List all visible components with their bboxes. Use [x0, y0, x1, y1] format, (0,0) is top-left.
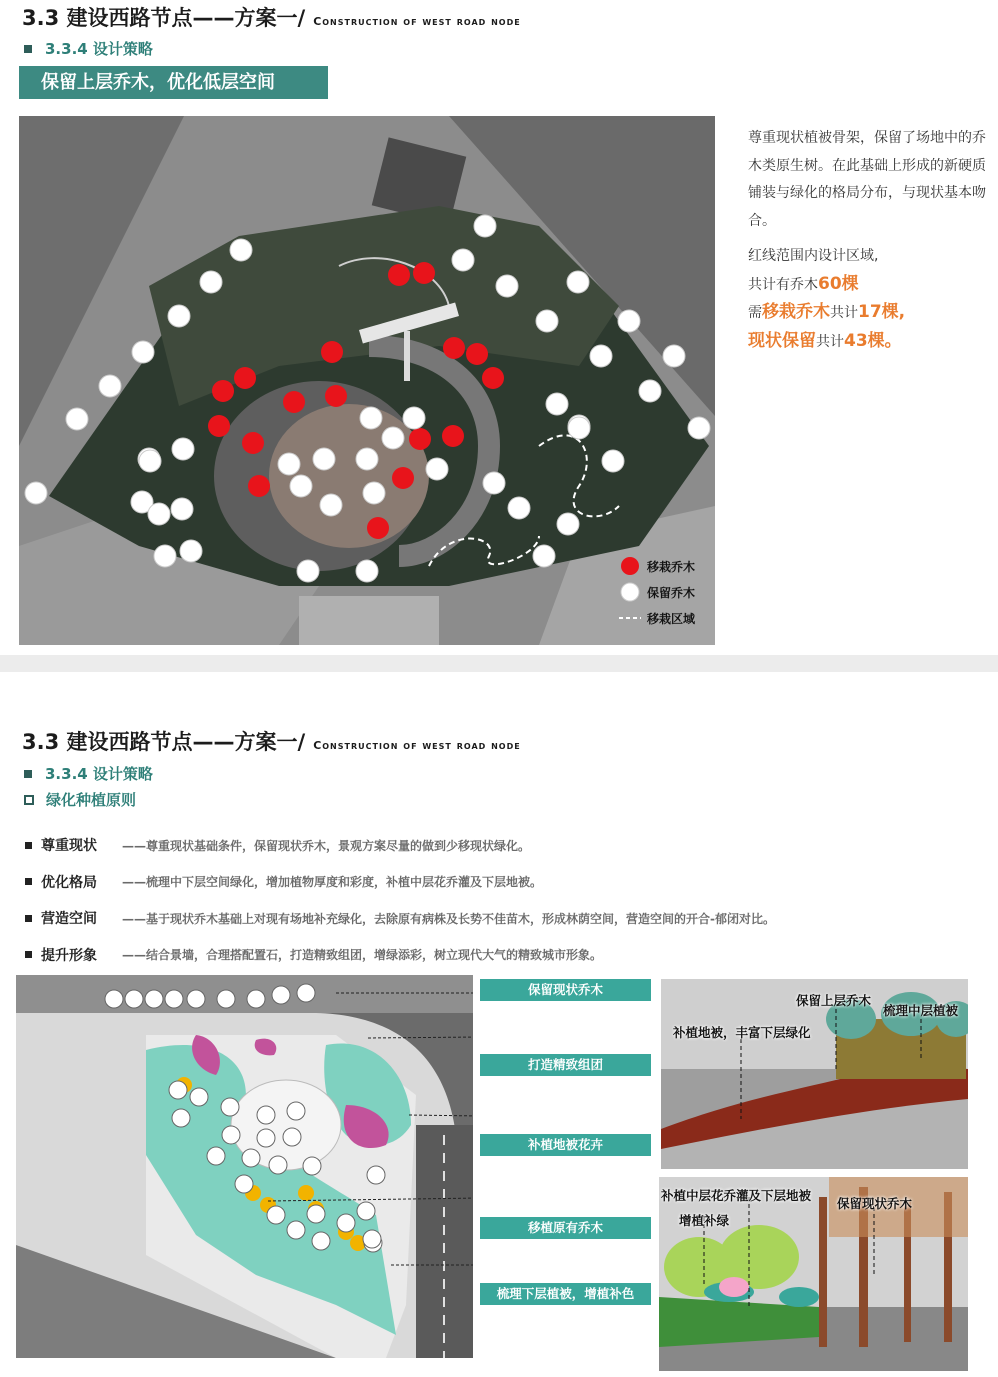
kept-tree-marker — [557, 513, 579, 535]
strategy-banner: 保留上层乔木，优化低层空间 — [19, 66, 328, 99]
kept-tree-marker — [452, 249, 474, 271]
stats-prefix: 共计有乔木 — [748, 276, 818, 293]
kept-tree-marker — [357, 1202, 375, 1220]
principle-row — [25, 937, 985, 974]
callout-move-trees: 移植原有乔木 — [480, 1217, 651, 1239]
kept-tree-marker — [287, 1102, 305, 1120]
planting-plan — [16, 975, 473, 1358]
kept-tree-marker — [536, 310, 558, 332]
title-en: Construction of west road node — [313, 15, 521, 28]
moved-tree-marker — [321, 341, 343, 363]
page-1 — [0, 0, 998, 655]
moved-tree-marker — [283, 391, 305, 413]
kept-tree-marker — [639, 380, 661, 402]
kept-tree-marker — [283, 1128, 301, 1146]
callout-understory: 梳理下层植被，增植补色 — [480, 1283, 651, 1305]
kept-tree-marker — [474, 215, 496, 237]
moved-tree-marker — [367, 517, 389, 539]
principle-value: ——梳理中下层空间绿化，增加植物厚度和彩度，补植中层花乔灌及下层地被。 — [122, 875, 543, 890]
page-2 — [0, 672, 998, 1377]
strategy-description — [748, 125, 988, 356]
kept-tree-marker — [169, 1081, 187, 1099]
keep-label: 现状保留 — [748, 330, 816, 351]
kept-tree-marker — [590, 345, 612, 367]
principle-key: 提升形象 — [41, 947, 97, 964]
bullet-outline-icon — [24, 795, 34, 805]
kept-tree-marker — [247, 990, 265, 1008]
principle-key: 营造空间 — [41, 911, 97, 928]
kept-tree-marker — [688, 417, 710, 439]
label-keep-existing: 保留现状乔木 — [837, 1196, 913, 1211]
stats-prefix-2: 需 — [748, 305, 762, 321]
moved-tree-marker — [325, 385, 347, 407]
kept-tree-marker — [360, 407, 382, 429]
kept-tree-marker — [382, 427, 404, 449]
label-comb-mid: 梳理中层植被 — [883, 1003, 959, 1018]
kept-tree-marker — [426, 458, 448, 480]
principle-value: ——结合景墙，合理搭配置石，打造精致组团，增绿添彩，树立现代大气的精致城市形象。 — [122, 948, 603, 963]
kept-tree-marker — [257, 1129, 275, 1147]
moved-tree-marker — [392, 467, 414, 489]
kept-tree-marker — [25, 482, 47, 504]
kept-tree-marker — [180, 540, 202, 562]
stats-line-4 — [748, 328, 988, 357]
principles-list — [25, 827, 985, 973]
stats-line-3 — [748, 299, 988, 328]
principle-row — [25, 900, 985, 937]
kept-tree-marker — [235, 1175, 253, 1193]
kept-tree-marker — [602, 450, 624, 472]
kept-tree-marker — [297, 984, 315, 1002]
legend-move-tree: 移栽乔木 — [647, 560, 696, 574]
photo-lower-strategy — [659, 1177, 968, 1371]
kept-tree-marker — [105, 990, 123, 1008]
label-add-green: 增植补绿 — [679, 1213, 730, 1228]
kept-tree-marker — [403, 407, 425, 429]
kept-tree-marker — [269, 1156, 287, 1174]
kept-tree-marker — [207, 1147, 225, 1165]
label-keep-upper: 保留上层乔木 — [796, 993, 872, 1008]
kept-tree-marker — [66, 408, 88, 430]
moved-tree-marker — [442, 425, 464, 447]
description-text: 尊重现状植被骨架，保留了场地中的乔木类原生树。在此基础上形成的新硬质铺装与绿化的格局分布，与现状基本吻合。 — [748, 130, 986, 229]
kept-tree-marker — [546, 393, 568, 415]
kept-tree-marker — [303, 1157, 321, 1175]
moved-tree-marker — [409, 428, 431, 450]
kept-tree-marker — [278, 453, 300, 475]
kept-tree-marker — [230, 239, 252, 261]
kept-tree-marker — [337, 1214, 355, 1232]
kept-tree-marker — [139, 450, 161, 472]
kept-tree-marker — [508, 497, 530, 519]
page-divider — [0, 655, 998, 672]
stats-line-1: 红线范围内设计区域, — [748, 248, 879, 264]
kept-tree-marker — [200, 271, 222, 293]
stats-line-2 — [748, 271, 988, 300]
kept-tree-marker — [267, 1206, 285, 1224]
principle-row — [25, 827, 985, 864]
kept-tree-marker — [496, 275, 518, 297]
bullet-square-icon — [25, 951, 32, 958]
moved-tree-marker — [482, 367, 504, 389]
kept-tree-marker — [483, 472, 505, 494]
kept-tree-marker — [172, 1109, 190, 1127]
page-title — [22, 2, 521, 32]
kept-tree-marker — [533, 545, 555, 567]
kept-tree-marker — [132, 341, 154, 363]
move-count: 17棵, — [858, 302, 906, 322]
moved-tree-marker — [248, 475, 270, 497]
title-en-2: Construction of west road node — [313, 739, 521, 752]
stats-mid-2: 共计 — [816, 333, 844, 350]
moved-tree-marker — [208, 415, 230, 437]
principle-key: 优化格局 — [41, 874, 97, 891]
photo-upper-strategy — [661, 979, 968, 1169]
kept-tree-marker — [272, 986, 290, 1004]
moved-tree-marker — [298, 1185, 314, 1201]
kept-tree-marker — [257, 1106, 275, 1124]
bullet-square-icon — [25, 878, 32, 885]
kept-tree-marker — [222, 1126, 240, 1144]
callout-keep-trees: 保留现状乔木 — [480, 979, 651, 1001]
kept-tree-marker — [154, 545, 176, 567]
aerial-site-map — [19, 116, 715, 645]
kept-tree-marker — [363, 1230, 381, 1248]
callout-groups: 打造精致组团 — [480, 1054, 651, 1076]
moved-tree-marker — [388, 264, 410, 286]
title-cn-2: 3.3 建设西路节点——方案一/ — [22, 730, 306, 754]
label-mid-shrubs: 补植中层花乔灌及下层地被 — [661, 1188, 812, 1203]
section-label: 3.3.4 设计策略 — [45, 40, 153, 58]
stats-mid: 共计 — [830, 305, 858, 321]
photo-lower-graphic — [659, 1177, 968, 1371]
kept-tree-marker — [125, 990, 143, 1008]
kept-tree-marker — [568, 417, 590, 439]
kept-tree-marker — [320, 494, 342, 516]
kept-tree-marker — [663, 345, 685, 367]
kept-tree-marker — [190, 1088, 208, 1106]
kept-tree-marker — [363, 482, 385, 504]
moved-tree-marker — [413, 262, 435, 284]
bullet-square-icon — [24, 770, 32, 778]
principle-row — [25, 864, 985, 901]
kept-tree-marker — [290, 475, 312, 497]
label-ground-cover: 补植地被，丰富下层绿化 — [673, 1025, 811, 1040]
keep-count: 43棵。 — [844, 330, 902, 351]
moved-tree-marker — [466, 343, 488, 365]
moved-tree-marker — [212, 380, 234, 402]
moved-tree-marker — [443, 337, 465, 359]
kept-tree-marker — [367, 1166, 385, 1184]
bullet-square-icon — [24, 45, 32, 53]
kept-tree-marker — [356, 560, 378, 582]
kept-tree-marker — [221, 1098, 239, 1116]
bullet-square-icon — [25, 842, 32, 849]
kept-tree-marker — [618, 310, 640, 332]
kept-tree-marker — [171, 498, 193, 520]
kept-tree-marker — [172, 438, 194, 460]
moved-tree-marker — [242, 432, 264, 454]
kept-tree-marker — [148, 503, 170, 525]
moved-tree-marker — [234, 367, 256, 389]
principle-value: ——尊重现状基础条件，保留现状乔木，景观方案尽量的做到少移现状绿化。 — [122, 838, 531, 853]
kept-tree-marker — [145, 990, 163, 1008]
section-label-2: 3.3.4 设计策略 — [45, 765, 153, 783]
section-heading — [24, 38, 153, 59]
bullet-square-icon — [25, 915, 32, 922]
kept-tree-marker — [242, 1149, 260, 1167]
principle-key: 尊重现状 — [41, 838, 97, 855]
kept-tree-marker — [217, 990, 235, 1008]
subsection-heading — [24, 789, 136, 810]
page-title-2 — [22, 726, 521, 756]
kept-tree-marker — [187, 990, 205, 1008]
kept-tree-marker — [312, 1232, 330, 1250]
kept-tree-marker — [356, 448, 378, 470]
kept-tree-marker — [297, 560, 319, 582]
kept-tree-marker — [168, 305, 190, 327]
kept-tree-marker — [165, 990, 183, 1008]
section-heading-2 — [24, 763, 153, 784]
kept-tree-marker — [307, 1205, 325, 1223]
kept-tree-marker — [287, 1221, 305, 1239]
kept-tree-marker — [99, 375, 121, 397]
title-cn: 3.3 建设西路节点——方案一/ — [22, 6, 306, 30]
move-label: 移栽乔木 — [762, 302, 830, 322]
aerial-map-graphic — [19, 116, 715, 645]
kept-tree-marker — [313, 448, 335, 470]
legend-keep-tree: 保留乔木 — [647, 586, 696, 600]
principle-value: ——基于现状乔木基础上对现有场地补充绿化，去除原有病株及长势不佳苗木，形成林荫空间，营造空间的开合-郁闭对比。 — [122, 911, 775, 926]
legend-move-area: 移栽区域 — [647, 612, 696, 626]
kept-tree-marker — [567, 271, 589, 293]
total-count: 60棵 — [818, 273, 859, 294]
subsection-label: 绿化种植原则 — [46, 791, 137, 809]
callout-ground-cover: 补植地被花卉 — [480, 1134, 651, 1156]
planting-plan-graphic — [16, 975, 473, 1358]
